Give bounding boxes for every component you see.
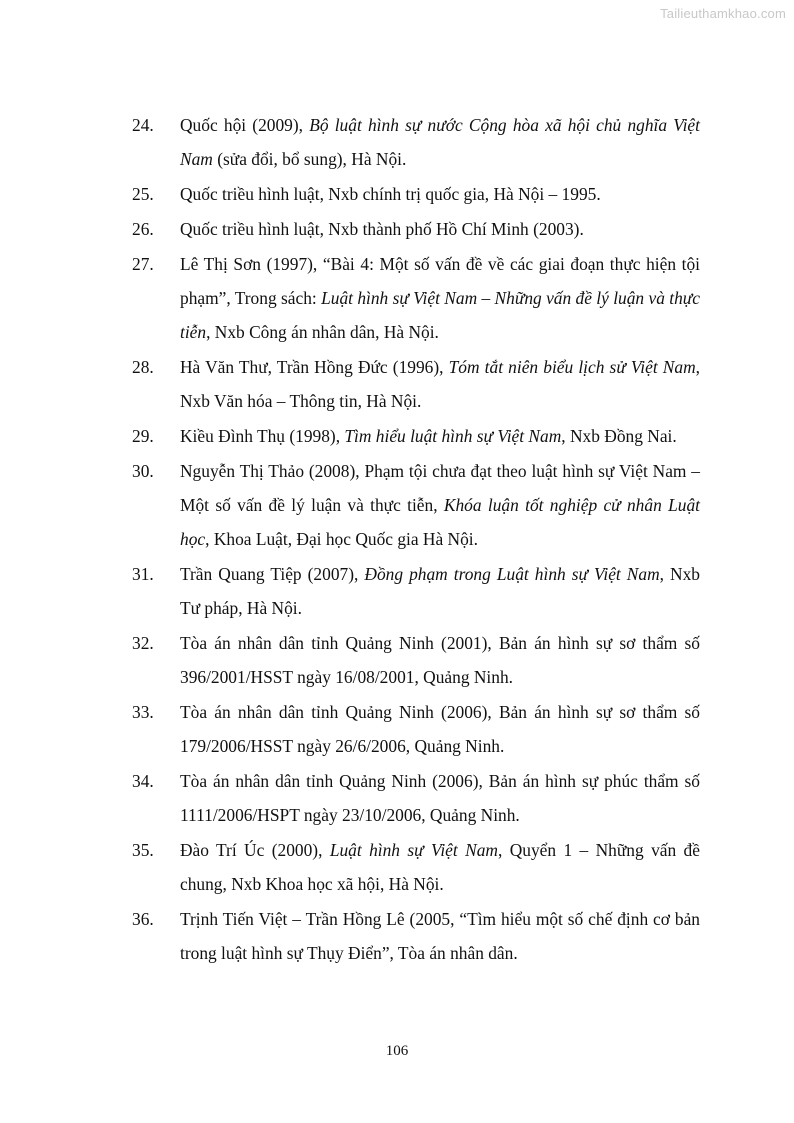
reference-item — [132, 212, 700, 246]
reference-item — [132, 454, 700, 556]
reference-segment: , Khoa Luật, Đại học Quốc gia Hà Nội. — [205, 529, 478, 549]
watermark-text: Tailieuthamkhao.com — [660, 6, 786, 21]
reference-item — [132, 350, 700, 418]
reference-title: Đồng phạm trong Luật hình sự Việt Nam — [364, 564, 660, 584]
reference-title: Bộ luật hình sự nước Cộng hòa xã hội chủ nghĩa Việt Nam — [180, 115, 700, 169]
reference-number: 28. — [132, 357, 154, 377]
reference-segment: Trần Quang Tiệp (2007), — [180, 564, 365, 584]
reference-title: Luật hình sự Việt Nam — [329, 840, 498, 860]
reference-list — [132, 108, 700, 971]
reference-text — [180, 626, 700, 694]
reference-segment: Kiều Đình Thụ (1998), — [180, 426, 345, 446]
reference-segment: , Quyển 1 – Những vấn đề chung, Nxb Khoa học xã hội, Hà Nội. — [180, 840, 700, 894]
reference-item — [132, 419, 700, 453]
reference-item — [132, 902, 700, 970]
reference-number: 30. — [132, 461, 154, 481]
reference-number: 27. — [132, 254, 154, 274]
reference-text — [180, 350, 700, 418]
reference-segment: Quốc triều hình luật, Nxb thành phố Hồ Chí Minh (2003). — [180, 219, 584, 239]
reference-number: 26. — [132, 219, 154, 239]
reference-text — [180, 419, 700, 453]
reference-segment: Đào Trí Úc (2000), — [180, 840, 330, 860]
reference-title: Tóm tắt niên biểu lịch sử Việt Nam — [448, 357, 696, 377]
reference-segment: Hà Văn Thư, Trần Hồng Đức (1996), — [180, 357, 449, 377]
reference-number: 24. — [132, 115, 154, 135]
reference-item — [132, 626, 700, 694]
reference-segment: Tòa án nhân dân tỉnh Quảng Ninh (2001), Bản án hình sự sơ thẩm số 396/2001/HSST ngày 16/08/2001, Quảng Ninh. — [180, 633, 700, 687]
reference-text — [180, 557, 700, 625]
page-number: 106 — [385, 1043, 409, 1059]
reference-segment: Quốc hội (2009), — [180, 115, 310, 135]
reference-segment: Trịnh Tiến Việt – Trần Hồng Lê (2005, “Tìm hiểu một số chế định cơ bản trong luật hình sự Thụy Điển”, Tòa án nhân dân. — [180, 909, 700, 963]
reference-segment: Tòa án nhân dân tỉnh Quảng Ninh (2006), Bản án hình sự phúc thẩm số 1111/2006/HSPT ngày 23/10/2006, Quảng Ninh. — [180, 771, 700, 825]
reference-segment: , Nxb Tư pháp, Hà Nội. — [180, 564, 700, 618]
reference-segment: (sửa đổi, bổ sung), Hà Nội. — [212, 149, 407, 169]
reference-text — [180, 212, 700, 246]
reference-item — [132, 764, 700, 832]
reference-segment: Tòa án nhân dân tỉnh Quảng Ninh (2006), Bản án hình sự sơ thẩm số 179/2006/HSST ngày 26/6/2006, Quảng Ninh. — [180, 702, 700, 756]
reference-number: 36. — [132, 909, 154, 929]
reference-segment: Lê Thị Sơn (1997), “Bài 4: Một số vấn đề về các giai đoạn thực hiện tội phạm”, Trong sách: — [180, 254, 700, 308]
reference-text — [180, 695, 700, 763]
reference-text — [180, 454, 700, 556]
reference-text — [180, 177, 700, 211]
reference-segment: Nguyễn Thị Thảo (2008), Phạm tội chưa đạt theo luật hình sự Việt Nam – Một số vấn đề lý luận và thực tiễn, — [180, 461, 700, 515]
reference-item — [132, 177, 700, 211]
reference-text — [180, 902, 700, 970]
reference-segment: , Nxb Công án nhân dân, Hà Nội. — [206, 322, 439, 342]
reference-text — [180, 833, 700, 901]
reference-text — [180, 247, 700, 349]
reference-number: 29. — [132, 426, 154, 446]
reference-number: 31. — [132, 564, 154, 584]
reference-item — [132, 557, 700, 625]
reference-title: Khóa luận tốt nghiệp cử nhân Luật học — [180, 495, 700, 549]
reference-number: 32. — [132, 633, 154, 653]
reference-number: 25. — [132, 184, 154, 204]
reference-number: 35. — [132, 840, 154, 860]
reference-title: Tìm hiểu luật hình sự Việt Nam — [344, 426, 562, 446]
reference-item — [132, 247, 700, 349]
reference-text — [180, 764, 700, 832]
reference-segment: , Nxb Văn hóa – Thông tin, Hà Nội. — [180, 357, 700, 411]
reference-number: 34. — [132, 771, 154, 791]
reference-segment: Quốc triều hình luật, Nxb chính trị quốc gia, Hà Nội – 1995. — [180, 184, 601, 204]
reference-item — [132, 695, 700, 763]
reference-title: Luật hình sự Việt Nam – Những vấn đề lý luận và thực tiễn — [180, 288, 700, 342]
reference-segment: , Nxb Đồng Nai. — [561, 426, 677, 446]
reference-item — [132, 108, 700, 176]
reference-item — [132, 833, 700, 901]
reference-text — [180, 108, 700, 176]
reference-number: 33. — [132, 702, 154, 722]
